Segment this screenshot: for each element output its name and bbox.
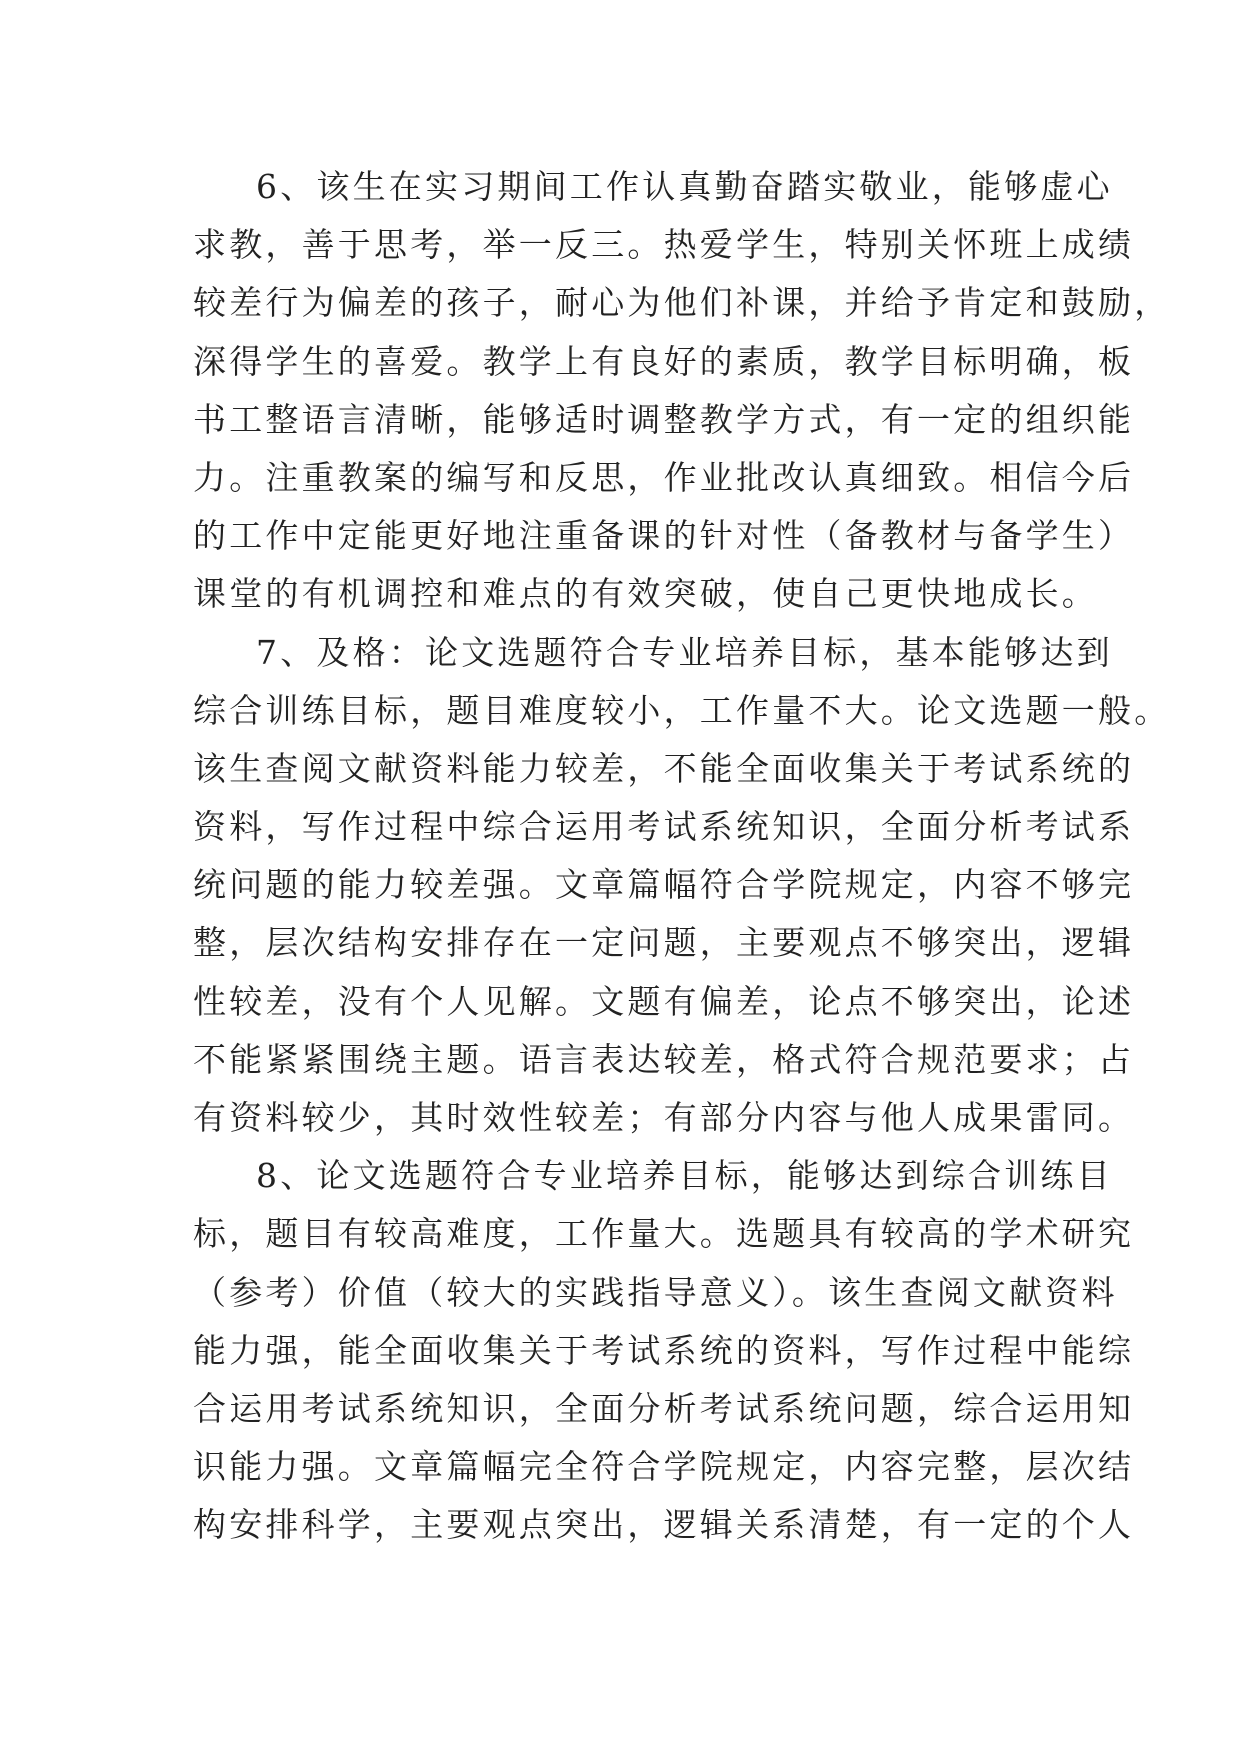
paragraph-line: 识能力强。文章篇幅完全符合学院规定，内容完整，层次结 bbox=[193, 1447, 1135, 1487]
paragraph-line: 综合训练目标，题目难度较小，工作量不大。论文选题一般。 bbox=[193, 690, 1171, 730]
paragraph-line: 统问题的能力较差强。文章篇幅符合学院规定，内容不够完 bbox=[193, 865, 1135, 905]
paragraph-line: 求教，善于思考，举一反三。热爱学生，特别关怀班上成绩 bbox=[193, 225, 1135, 265]
paragraph-line: 能力强，能全面收集关于考试系统的资料，写作过程中能综 bbox=[193, 1330, 1135, 1370]
paragraph-line: （参考）价值（较大的实践指导意义）。该生查阅文献资料 bbox=[193, 1272, 1118, 1312]
paragraph-line: 6、该生在实习期间工作认真勤奋踏实敬业，能够虚心 bbox=[256, 167, 1113, 206]
paragraph-line: 合运用考试系统知识，全面分析考试系统问题，综合运用知 bbox=[193, 1388, 1135, 1428]
paragraph-line: 的工作中定能更好地注重备课的针对性（备教材与备学生） bbox=[193, 516, 1135, 556]
paragraph-line: 7、及格：论文选题符合专业培养目标，基本能够达到 bbox=[256, 632, 1113, 672]
paragraph-7 bbox=[193, 624, 1171, 1148]
paragraph-line: 书工整语言清晰，能够适时调整教学方式，有一定的组织能 bbox=[193, 399, 1135, 439]
paragraph-line: 不能紧紧围绕主题。语言表达较差，格式符合规范要求；占 bbox=[193, 1039, 1135, 1079]
paragraph-line: 深得学生的喜爱。教学上有良好的素质，教学目标明确，板 bbox=[193, 341, 1135, 381]
paragraph-line: 性较差，没有个人见解。文题有偏差，论点不够突出，论述 bbox=[193, 981, 1135, 1021]
paragraph-line: 有资料较少，其时效性较差；有部分内容与他人成果雷同。 bbox=[193, 1098, 1135, 1137]
paragraph-line: 课堂的有机调控和难点的有效突破，使自己更快地成长。 bbox=[193, 574, 1098, 614]
paragraph-8 bbox=[193, 1147, 1135, 1554]
paragraph-line: 力。注重教案的编写和反思，作业批改认真细致。相信今后 bbox=[193, 457, 1135, 497]
document-body bbox=[193, 158, 1171, 1555]
paragraph-line: 较差行为偏差的孩子，耐心为他们补课，并给予肯定和鼓励， bbox=[193, 283, 1171, 323]
paragraph-line: 标，题目有较高难度，工作量大。选题具有较高的学术研究 bbox=[193, 1214, 1135, 1254]
paragraph-line: 构安排科学，主要观点突出，逻辑关系清楚，有一定的个人 bbox=[193, 1505, 1135, 1545]
paragraph-line: 整，层次结构安排存在一定问题，主要观点不够突出，逻辑 bbox=[193, 923, 1135, 963]
paragraph-line: 该生查阅文献资料能力较差，不能全面收集关于考试系统的 bbox=[193, 748, 1135, 788]
paragraph-6 bbox=[193, 158, 1171, 624]
paragraph-line: 资料，写作过程中综合运用考试系统知识，全面分析考试系 bbox=[193, 807, 1135, 847]
paragraph-line: 8、论文选题符合专业培养目标，能够达到综合训练目 bbox=[256, 1156, 1113, 1196]
